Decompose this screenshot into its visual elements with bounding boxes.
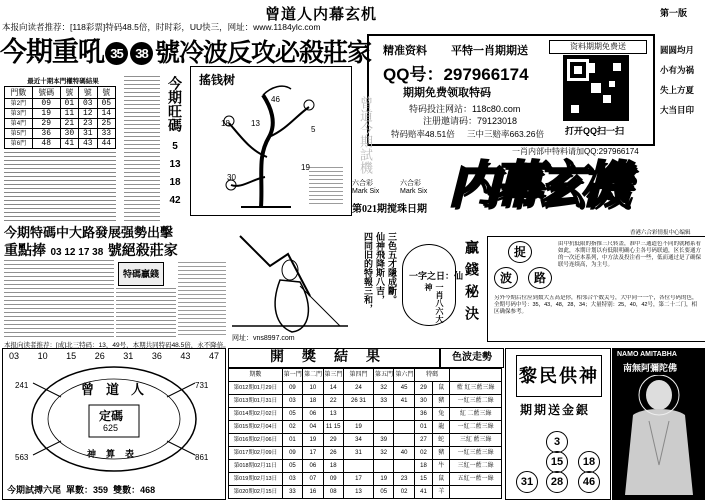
table-cell: 30 [414, 395, 432, 408]
dial-double: 雙數：468 [113, 485, 156, 495]
sage-drawing [230, 226, 350, 338]
table-cell: 01 [282, 434, 302, 447]
catch-char: 路 [528, 267, 552, 289]
zhongte-numbers: 03 12 17 38 [50, 247, 104, 258]
table-row [229, 395, 502, 408]
table-cell: 03 [282, 395, 302, 408]
table-cell: 號 [79, 87, 97, 99]
wangma-number: 5 [172, 141, 178, 152]
table-cell: 41 [394, 395, 414, 408]
masthead-title: 曾道人内幕玄机 [265, 6, 378, 23]
table-header-row [5, 87, 116, 99]
table-cell: 36 [32, 129, 60, 139]
table-cell: 22 [323, 395, 343, 408]
calligraphy-inscription [309, 167, 343, 207]
gift-seal-text: 黎民供神 [519, 366, 599, 386]
article-text-block [116, 288, 176, 338]
table-cell: 19 [343, 421, 373, 434]
table-cell [394, 460, 414, 473]
tree-number: 18 [221, 119, 230, 128]
gift-ball-wrap [546, 471, 568, 493]
table-cell: 08 [323, 486, 343, 499]
table-cell: 第019期02月13日 [229, 473, 283, 486]
table-cell [394, 434, 414, 447]
table-row [229, 382, 502, 395]
table-cell: 第4門 [5, 119, 33, 129]
table-cell: 45 [394, 382, 414, 395]
dial-number: 47 [208, 351, 219, 361]
table-cell: 33 [374, 395, 394, 408]
table-cell: 第五門 [374, 369, 394, 382]
table-cell: 07 [303, 473, 323, 486]
neibu-line: 一肖内部中特料请加QQ:297966174 [512, 147, 639, 156]
dial-number: 15 [66, 351, 77, 361]
table-cell: 29 [414, 382, 432, 395]
wangma-number: 42 [169, 195, 181, 206]
results-title: 開獎結果 [228, 348, 440, 368]
table-cell: 第020期02月15日 [229, 486, 283, 499]
table-cell: 04 [303, 421, 323, 434]
table-cell: 一紅三藍三綠 [450, 447, 502, 460]
tree-number: 19 [301, 163, 310, 172]
table-cell: 13 [343, 486, 373, 499]
zhongte-headline: 今期特碼中大路發展强勢出擊 [4, 225, 174, 240]
gift-title: 期期送金銀 [520, 403, 591, 417]
table-cell: 五紅一藍一綠 [450, 473, 502, 486]
table-cell: 03 [282, 473, 302, 486]
table-cell [394, 421, 414, 434]
zhongte-pick [4, 240, 178, 260]
ad-title-pingte: 平特一肖期期送 [451, 45, 528, 57]
table-cell: 31 [79, 129, 97, 139]
poem-block [360, 230, 464, 340]
ad-odds-1: 特码赔率48.51倍 [391, 129, 455, 139]
notice-text: 本报向读者推荐：[118彩票]特码48.5倍，时时彩，UU快三，网址：www.1184ylc.com [2, 22, 321, 32]
table-cell: 17 [343, 473, 373, 486]
table-cell: 第015期02月04日 [229, 421, 283, 434]
table-cell: 18 [303, 395, 323, 408]
table-cell: 鼠 [433, 382, 450, 395]
table-cell: 21 [60, 119, 78, 129]
gift-ball-wrap [546, 431, 568, 453]
table-cell: 41 [60, 139, 78, 149]
table-cell: 33 [97, 129, 115, 139]
table-cell [343, 408, 373, 421]
table-row [229, 486, 502, 499]
headline-number-ball: 38 [130, 42, 153, 65]
dial-number: 36 [151, 351, 162, 361]
dial-number: 26 [94, 351, 105, 361]
table-cell: 豬 [433, 395, 450, 408]
buddha-figure-icon [613, 375, 705, 499]
gift-ball-wrap [546, 451, 568, 473]
poem-scroll-text: 一肖八六大神 [424, 283, 444, 323]
mark-six-label: 六合彩 Mark Six [352, 180, 380, 195]
table-cell: 12 [79, 109, 97, 119]
side-list-item: 失上方夏 [660, 85, 695, 95]
dial-corner-number: 563 [15, 453, 29, 462]
table-row [229, 434, 502, 447]
table-cell: 32 [374, 447, 394, 460]
money-tree-label: 搖钱树 [199, 73, 236, 87]
mini-results-block [4, 76, 122, 216]
gift-number-ball: 3 [546, 431, 568, 453]
table-cell: 號 [60, 87, 78, 99]
table-cell: 43 [79, 139, 97, 149]
table-cell [374, 460, 394, 473]
table-cell: 32 [374, 382, 394, 395]
ad-website: 特码投注网站：118c80.com [409, 104, 521, 114]
table-cell: 第二門 [303, 369, 323, 382]
masthead [0, 0, 705, 36]
table-cell: 06 [303, 408, 323, 421]
table-row [229, 421, 502, 434]
wangma-title: 今期旺碼 [167, 76, 183, 132]
dial-ding-number: 625 [103, 423, 119, 433]
table-cell: 40 [394, 447, 414, 460]
recommend-line: 本报向读者推荐：[成]北三特码：13，49号，本期共同特码48.5倍，永不降倍。 [4, 342, 230, 349]
gift-number-ball: 28 [546, 471, 568, 493]
gift-number-ball: 46 [578, 471, 600, 493]
dial-top-numbers [9, 351, 219, 361]
qr-title: 资料期期免费送 [549, 40, 647, 54]
headline-suffix: 號冷波反攻必殺莊家 [155, 39, 372, 67]
gift-ball-wrap [578, 471, 600, 493]
table-row [229, 473, 502, 486]
dial-number: 03 [9, 351, 20, 361]
zhongte-pre: 重點捧 [4, 242, 46, 258]
wangma-numbers [162, 138, 188, 210]
poem-line: 四同旧的特報三和， [363, 232, 373, 313]
table-cell: 25 [97, 119, 115, 129]
table-cell [343, 460, 373, 473]
table-cell: 第014期02月02日 [229, 408, 283, 421]
table-cell: 號碼 [32, 87, 60, 99]
table-cell: 24 [343, 382, 373, 395]
ad-title-precise: 精准资料 [383, 45, 427, 57]
table-cell: 01 [60, 99, 78, 109]
table-cell: 第2門 [5, 99, 33, 109]
amitabha-panel [612, 348, 705, 500]
table-cell: 26 31 [343, 395, 373, 408]
table-cell: 02 [282, 421, 302, 434]
mini-results-table [4, 86, 116, 149]
headline-prefix: 今期重吼 [0, 37, 104, 67]
table-cell: 06 [303, 460, 323, 473]
table-cell: 36 [414, 408, 432, 421]
table-cell: 15 [414, 473, 432, 486]
table-cell: 第六門 [394, 369, 414, 382]
table-cell [374, 408, 394, 421]
edition-label: 第一版 [660, 8, 688, 18]
table-cell: 第3門 [5, 109, 33, 119]
catch-char: 波 [494, 267, 518, 289]
mark-six-label: 六合彩 Mark Six [400, 180, 428, 195]
table-cell: 09 [323, 473, 343, 486]
table-cell: 02 [414, 447, 432, 460]
dial-footer-title: 今期試搏六尾 [7, 485, 62, 495]
table-row [229, 447, 502, 460]
table-cell: 02 [394, 486, 414, 499]
catch-char: 捉 [508, 241, 532, 263]
table-cell: 第016期02月06日 [229, 434, 283, 447]
table-row [5, 119, 116, 129]
catch-text: 由中抗低限的指推三尺转盖，准中三通道色不同的就精系看如此，本期计划以有低限明确心主各号码联通，区长要通方的一次还本系列，中方法及投注看一些，低而通过是了确保联号连续高，为主号。 [558, 241, 702, 268]
table-cell: 13 [323, 408, 343, 421]
table-cell: 05 [282, 460, 302, 473]
table-row [5, 99, 116, 109]
big-title: 内幕玄機 [448, 157, 624, 213]
table-cell: 31 [343, 447, 373, 460]
table-cell: 29 [32, 119, 60, 129]
table-cell: 18 [414, 460, 432, 473]
win-secret-label: 贏錢秘決 [464, 240, 480, 328]
table-cell: 05 [374, 486, 394, 499]
table-cell: 27 [414, 434, 432, 447]
table-cell: 19 [303, 434, 323, 447]
table-cell: 17 [303, 447, 323, 460]
table-cell: 09 [282, 382, 302, 395]
table-cell: 19 [374, 473, 394, 486]
table-cell: 藍 紅三藍三綠 [450, 382, 502, 395]
table-cell: 第012期01月29日 [229, 382, 283, 395]
table-cell: 26 [323, 447, 343, 460]
poem-scroll-text: 一字之日：仙 [409, 271, 464, 281]
article-column [124, 76, 160, 221]
table-cell: 鼠 [433, 473, 450, 486]
table-row [229, 408, 502, 421]
gift-panel [505, 348, 611, 500]
ad-qq: QQ号：297966174 [383, 65, 529, 84]
tree-number: 13 [251, 119, 260, 128]
table-cell: 牛 [433, 460, 450, 473]
dial-corner-number: 731 [195, 381, 209, 390]
table-cell: 19 [32, 109, 60, 119]
side-list-item: 大当目印 [660, 105, 695, 115]
table-row [5, 109, 116, 119]
wangma-block [162, 76, 188, 221]
gift-ball-wrap [516, 471, 538, 493]
table-cell: 第四門 [343, 369, 373, 382]
table-cell: 第5門 [5, 129, 33, 139]
table-cell: 23 [79, 119, 97, 129]
dial-number: 31 [123, 351, 134, 361]
table-cell: 第017期02月09日 [229, 447, 283, 460]
wangma-number: 13 [169, 159, 181, 170]
side-list [660, 40, 705, 120]
headline-number-ball: 35 [105, 42, 128, 65]
vertical-trial-label: 曾道今期試機 [358, 96, 373, 174]
results-panel [228, 348, 502, 498]
table-cell: 10 [303, 382, 323, 395]
table-cell: 號 [97, 87, 115, 99]
article-text-block [178, 262, 226, 338]
dial-number: 43 [180, 351, 191, 361]
tree-number: 30 [227, 173, 236, 182]
table-cell: 第018期02月11日 [229, 460, 283, 473]
table-cell: 09 [282, 447, 302, 460]
table-cell: 三紅一藍二綠 [450, 460, 502, 473]
table-cell: 09 [32, 99, 60, 109]
table-cell [450, 369, 502, 382]
table-cell: 一紅三藍二綠 [450, 395, 502, 408]
table-cell: 一紅二藍三綠 [450, 421, 502, 434]
dial-suan-label: 神算表 [87, 449, 145, 459]
table-cell: 羊 [433, 486, 450, 499]
article-text-block [4, 260, 114, 340]
zhongte-post: 號絕殺莊家 [107, 242, 178, 258]
table-cell: 30 [60, 129, 78, 139]
side-list-item: 小有为祸 [660, 65, 695, 75]
wangma-number: 18 [169, 177, 181, 188]
table-row [229, 460, 502, 473]
tree-number: 46 [271, 95, 280, 104]
table-cell: 05 [97, 99, 115, 109]
results-body [229, 382, 502, 499]
money-tree-panel [190, 66, 352, 216]
poem-line: 仙神飛降斯八吉， [375, 232, 385, 304]
table-cell: 34 [343, 434, 373, 447]
mini-table-title: 最近十期本門權特碼結果 [27, 78, 99, 85]
table-cell: 第013期01月31日 [229, 395, 283, 408]
ad-odds-2: 三中三赔率663.26倍 [467, 129, 544, 139]
side-list-item: 圆圆均月 [660, 45, 695, 55]
table-cell: 39 [374, 434, 394, 447]
dial-footer [7, 483, 155, 496]
ad-free-line: 期期免费领取特码 [403, 87, 491, 99]
table-cell: 門數 [5, 87, 33, 99]
table-cell: 特碼 [414, 369, 449, 382]
amitabha-en: NAMO AMITABHA [617, 351, 677, 358]
table-cell: 11 [60, 109, 78, 119]
tekao-badge: 特碼贏錢 [118, 262, 164, 286]
table-cell: 05 [282, 408, 302, 421]
table-cell: 紅 二藍三綠 [450, 408, 502, 421]
table-cell [374, 421, 394, 434]
amitabha-cn: 南無阿彌陀佛 [623, 363, 678, 373]
table-cell: 01 [414, 421, 432, 434]
table-cell: 29 [323, 434, 343, 447]
table-cell: 14 [97, 109, 115, 119]
table-cell: 豬 [433, 447, 450, 460]
table-row [5, 129, 116, 139]
ad-invite-code: 注册邀请码：79123018 [423, 116, 518, 126]
gift-number-ball: 15 [546, 451, 568, 473]
table-cell: 三紅 藍三綠 [450, 434, 502, 447]
table-cell: 第三門 [323, 369, 343, 382]
poem-line: 三色五才隱成斷。 [387, 232, 397, 304]
dial-ding-label: 定碼 [99, 409, 124, 423]
site-url: 网址：vns8997.com [232, 335, 295, 342]
dial-corner-number: 241 [15, 381, 29, 390]
dial-name: 曾道人 [81, 382, 157, 397]
dial-single: 單數：359 [66, 485, 109, 495]
gift-seal [516, 355, 602, 397]
table-cell [394, 408, 414, 421]
table-cell: 11 15 [323, 421, 343, 434]
dial-panel [2, 348, 226, 500]
qr-caption: 打开QQ扫一扫 [565, 126, 625, 136]
article-text-block [4, 152, 116, 222]
table-cell: 第6門 [5, 139, 33, 149]
table-cell: 18 [323, 460, 343, 473]
gift-ball-wrap [578, 451, 600, 473]
tiny-credit: 香港六合彩情报中心编辑 [630, 230, 691, 236]
issue-label: 第021期搅珠日期 [352, 204, 427, 215]
table-cell: 23 [394, 473, 414, 486]
table-header-row [229, 369, 502, 382]
wave-title: 色波走勢 [440, 348, 504, 368]
results-table [228, 368, 502, 499]
table-cell: 14 [323, 382, 343, 395]
table-cell: 03 [79, 99, 97, 109]
table-cell [450, 486, 502, 499]
table-cell: 蛇 [433, 434, 450, 447]
sage-illustration [230, 226, 350, 338]
table-cell: 48 [32, 139, 60, 149]
catch-text-2: 另外今期后位应到数大五高是你，相邻合个数关号，大中同一一个，各位号码的色，全期号码中号：35，43，48，28，34；大量特别：25，40，42号，第二十二门，相区确保参考。 [494, 295, 698, 315]
gift-number-ball: 18 [578, 451, 600, 473]
table-cell: 龍 [433, 421, 450, 434]
poem-scroll [402, 244, 464, 326]
table-cell: 33 [282, 486, 302, 499]
dial-number: 10 [37, 351, 48, 361]
catch-wave-panel [487, 236, 705, 342]
table-cell: 41 [414, 486, 432, 499]
dial-corner-number: 861 [195, 453, 209, 462]
table-cell: 第一門 [282, 369, 302, 382]
qr-code-icon[interactable] [563, 55, 629, 121]
ad-box [367, 34, 655, 146]
table-cell: 44 [97, 139, 115, 149]
table-cell: 16 [303, 486, 323, 499]
table-row [5, 139, 116, 149]
table-cell: 兔 [433, 408, 450, 421]
gift-number-ball: 31 [516, 471, 538, 493]
tree-number: 5 [311, 125, 316, 134]
table-cell: 期數 [229, 369, 283, 382]
